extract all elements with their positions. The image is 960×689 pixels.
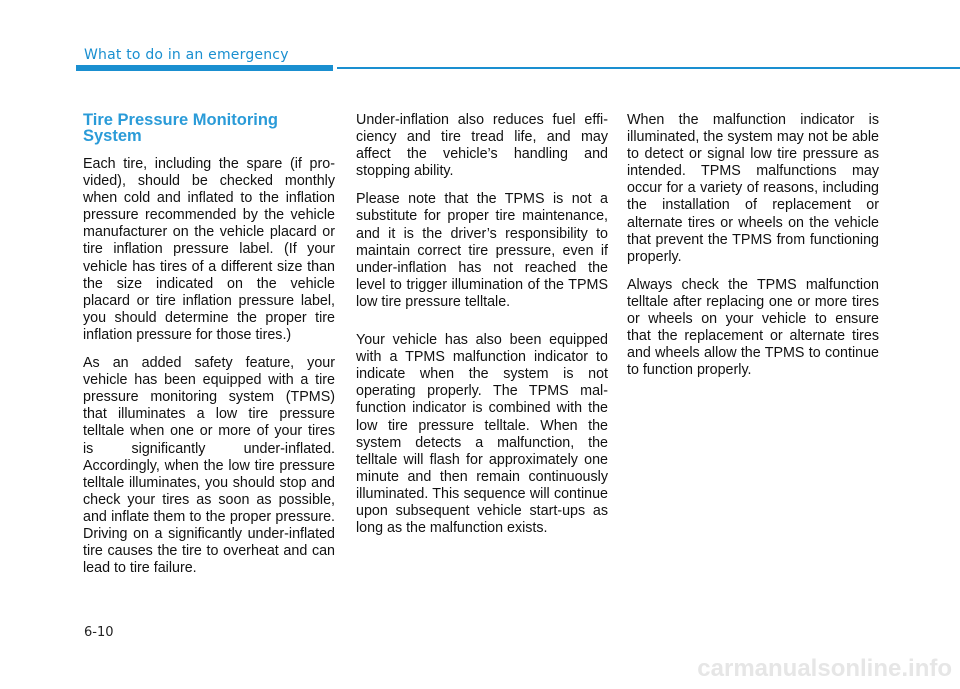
paragraph: When the malfunction indicator is illuminated, the system may not be able to detect or signal low tire pressure as intended. TPMS malfunctions may occur for a variety of reasons, including the installation of replacement or alternate tires or wheels on the vehicle that prevent the TPMS from functioning properly. (627, 112, 879, 265)
paragraph: Under-inflation also reduces fuel efficiency and tire tread life, and may affect the vehicle’s handling and stopping ability. (356, 112, 608, 180)
paragraph: Your vehicle has also been equipped with a TPMS malfunction indicator to indicate when the system is not operating properly. The TPMS malfunction indicator is combined with the low tire pressure telltale. When the system detects a malfunction, the telltale will flash for approximately one minute and then remain continuously illuminated. This sequence will continue upon subsequent vehicle start-ups as long as the malfunction exists. (356, 332, 608, 537)
text-column-1 (83, 112, 335, 588)
paragraph: Please note that the TPMS is not a substitute for proper tire maintenance, and it is the driver’s responsibility to maintain correct tire pressure, even if under-inflation has not reached the level to trigger illumination of the TPMS low tire pressure telltale. (356, 191, 608, 310)
header-rule-thin (337, 67, 960, 69)
text-column-3 (627, 112, 879, 390)
paragraph: As an added safety feature, your vehicle has been equipped with a tire pressure monitoring system (TPMS) that illuminates a low tire pressure telltale when one or more of your tires is significantly under-inflated. Accordingly, when the low tire pressure telltale illuminates, you should stop and check your tires as soon as possible, and inflate them to the proper pressure. Driving on a significantly under-inflated tire causes the tire to overheat and can lead to tire failure. (83, 355, 335, 577)
header-rule-thick (76, 65, 333, 71)
section-title: What to do in an emergency (84, 47, 289, 63)
section-heading: Tire Pressure Monitoring System (83, 111, 278, 145)
watermark: carmanualsonline.info (697, 655, 952, 682)
page-number: 6-10 (84, 625, 114, 640)
text-column-2 (356, 112, 608, 548)
paragraph: Always check the TPMS malfunction telltale after replacing one or more tires or wheels on your vehicle to ensure that the replacement or alternate tires and wheels allow the TPMS to continue to function properly. (627, 276, 879, 379)
paragraph: Each tire, including the spare (if provided), should be checked monthly when cold and inflated to the inflation pressure recommended by the vehicle manufacturer on the vehicle placard or tire inflation pressure label. (If your vehicle has tires of a different size than the size indicated on the vehicle placard or tire inflation pressure label, you should determine the proper tire inflation pressure for those tires.) (83, 156, 335, 343)
